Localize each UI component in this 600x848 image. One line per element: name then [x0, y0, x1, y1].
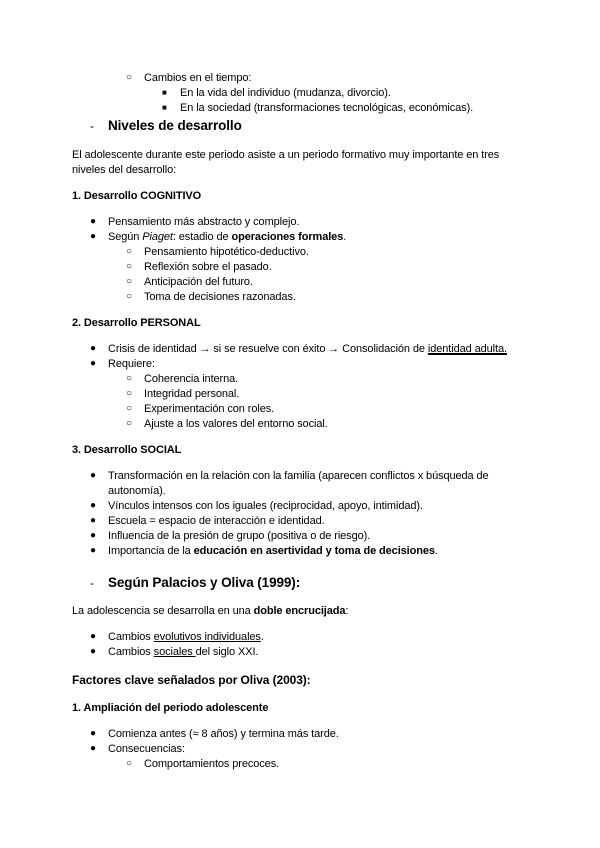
vida-item: En la vida del individuo (mudanza, divorcio). — [180, 87, 391, 99]
palacios-item-2: Cambios sociales del siglo XXI. — [108, 646, 259, 658]
niveles-para-line2: niveles del desarrollo: — [72, 164, 177, 176]
personal-sub-3: Experimentación con roles. — [144, 403, 275, 415]
sociedad-item: En la sociedad (transformaciones tecnológicas, económicas). — [180, 102, 474, 114]
circle-bullet: ○ — [126, 388, 133, 399]
factores-sub-1: Comportamientos precoces. — [144, 758, 280, 770]
niveles-para-line1: El adolescente durante este periodo asiste a un periodo formativo muy importante en tres — [72, 149, 500, 161]
social-item-4: Influencia de la presión de grupo (positiva o de riesgo). — [108, 530, 371, 542]
square-bullet: ■ — [162, 103, 167, 112]
cognitivo-item-1: Pensamiento más abstracto y complejo. — [108, 216, 300, 228]
cognitivo-sub-3: Anticipación del futuro. — [144, 276, 253, 288]
disc-bullet: ● — [90, 728, 97, 739]
disc-bullet: ● — [90, 231, 97, 242]
personal-sub-1: Coherencia interna. — [144, 373, 239, 385]
circle-bullet: ○ — [126, 758, 133, 769]
disc-bullet: ● — [90, 216, 97, 227]
circle-bullet: ○ — [126, 291, 133, 302]
circle-bullet: ○ — [126, 418, 133, 429]
factores-item-2: Consecuencias: — [108, 743, 185, 755]
cognitivo-sub-4: Toma de decisiones razonadas. — [144, 291, 296, 303]
circle-bullet: ○ — [126, 246, 133, 257]
square-bullet: ■ — [162, 88, 167, 97]
factores-heading: Factores clave señalados por Oliva (2003): — [72, 673, 311, 687]
social-item-5: Importancia de la educación en asertividad y toma de decisiones. — [108, 545, 438, 557]
cognitivo-sub-2: Reflexión sobre el pasado. — [144, 261, 272, 273]
disc-bullet: ● — [90, 646, 97, 657]
cognitivo-sub-1: Pensamiento hipotético-deductivo. — [144, 246, 309, 258]
personal-item-1: Crisis de identidad → si se resuelve con éxito → Consolidación de identidad adulta. — [108, 343, 507, 355]
disc-bullet: ● — [90, 515, 97, 526]
dash-bullet: - — [90, 576, 94, 590]
factores-sub-heading: 1. Ampliación del periodo adolescente — [72, 702, 269, 714]
social-item-1-line2: autonomía). — [108, 485, 166, 497]
disc-bullet: ● — [90, 358, 97, 369]
personal-item-2: Requiere: — [108, 358, 155, 370]
personal-sub-4: Ajuste a los valores del entorno social. — [144, 418, 328, 430]
circle-bullet: ○ — [126, 403, 133, 414]
disc-bullet: ● — [90, 545, 97, 556]
social-item-2: Vínculos intensos con los iguales (reciprocidad, apoyo, intimidad). — [108, 500, 423, 512]
disc-bullet: ● — [90, 470, 97, 481]
disc-bullet: ● — [90, 631, 97, 642]
palacios-heading: Según Palacios y Oliva (1999): — [108, 575, 301, 590]
circle-bullet: ○ — [126, 373, 133, 384]
disc-bullet: ● — [90, 343, 97, 354]
dash-bullet: - — [90, 119, 94, 133]
disc-bullet: ● — [90, 743, 97, 754]
personal-sub-2: Integridad personal. — [144, 388, 240, 400]
circle-bullet: ○ — [126, 261, 133, 272]
palacios-para: La adolescencia se desarrolla en una doble encrucijada: — [72, 605, 349, 617]
factores-item-1: Comienza antes (≈ 8 años) y termina más tarde. — [108, 728, 339, 740]
social-item-1-line1: Transformación en la relación con la familia (aparecen conflictos x búsqueda de — [108, 470, 489, 482]
personal-heading: 2. Desarrollo PERSONAL — [72, 317, 201, 329]
disc-bullet: ● — [90, 530, 97, 541]
social-item-3: Escuela = espacio de interacción e identidad. — [108, 515, 325, 527]
social-heading: 3. Desarrollo SOCIAL — [72, 444, 182, 456]
disc-bullet: ● — [90, 500, 97, 511]
niveles-heading: Niveles de desarrollo — [108, 118, 242, 133]
circle-bullet: ○ — [126, 276, 133, 287]
cognitivo-item-2: Según Piaget: estadio de operaciones formales. — [108, 231, 347, 243]
cambios-item: Cambios en el tiempo: — [144, 72, 252, 84]
palacios-item-1: Cambios evolutivos individuales. — [108, 631, 264, 643]
circle-bullet: ○ — [126, 72, 133, 83]
cognitivo-heading: 1. Desarrollo COGNITIVO — [72, 190, 202, 202]
